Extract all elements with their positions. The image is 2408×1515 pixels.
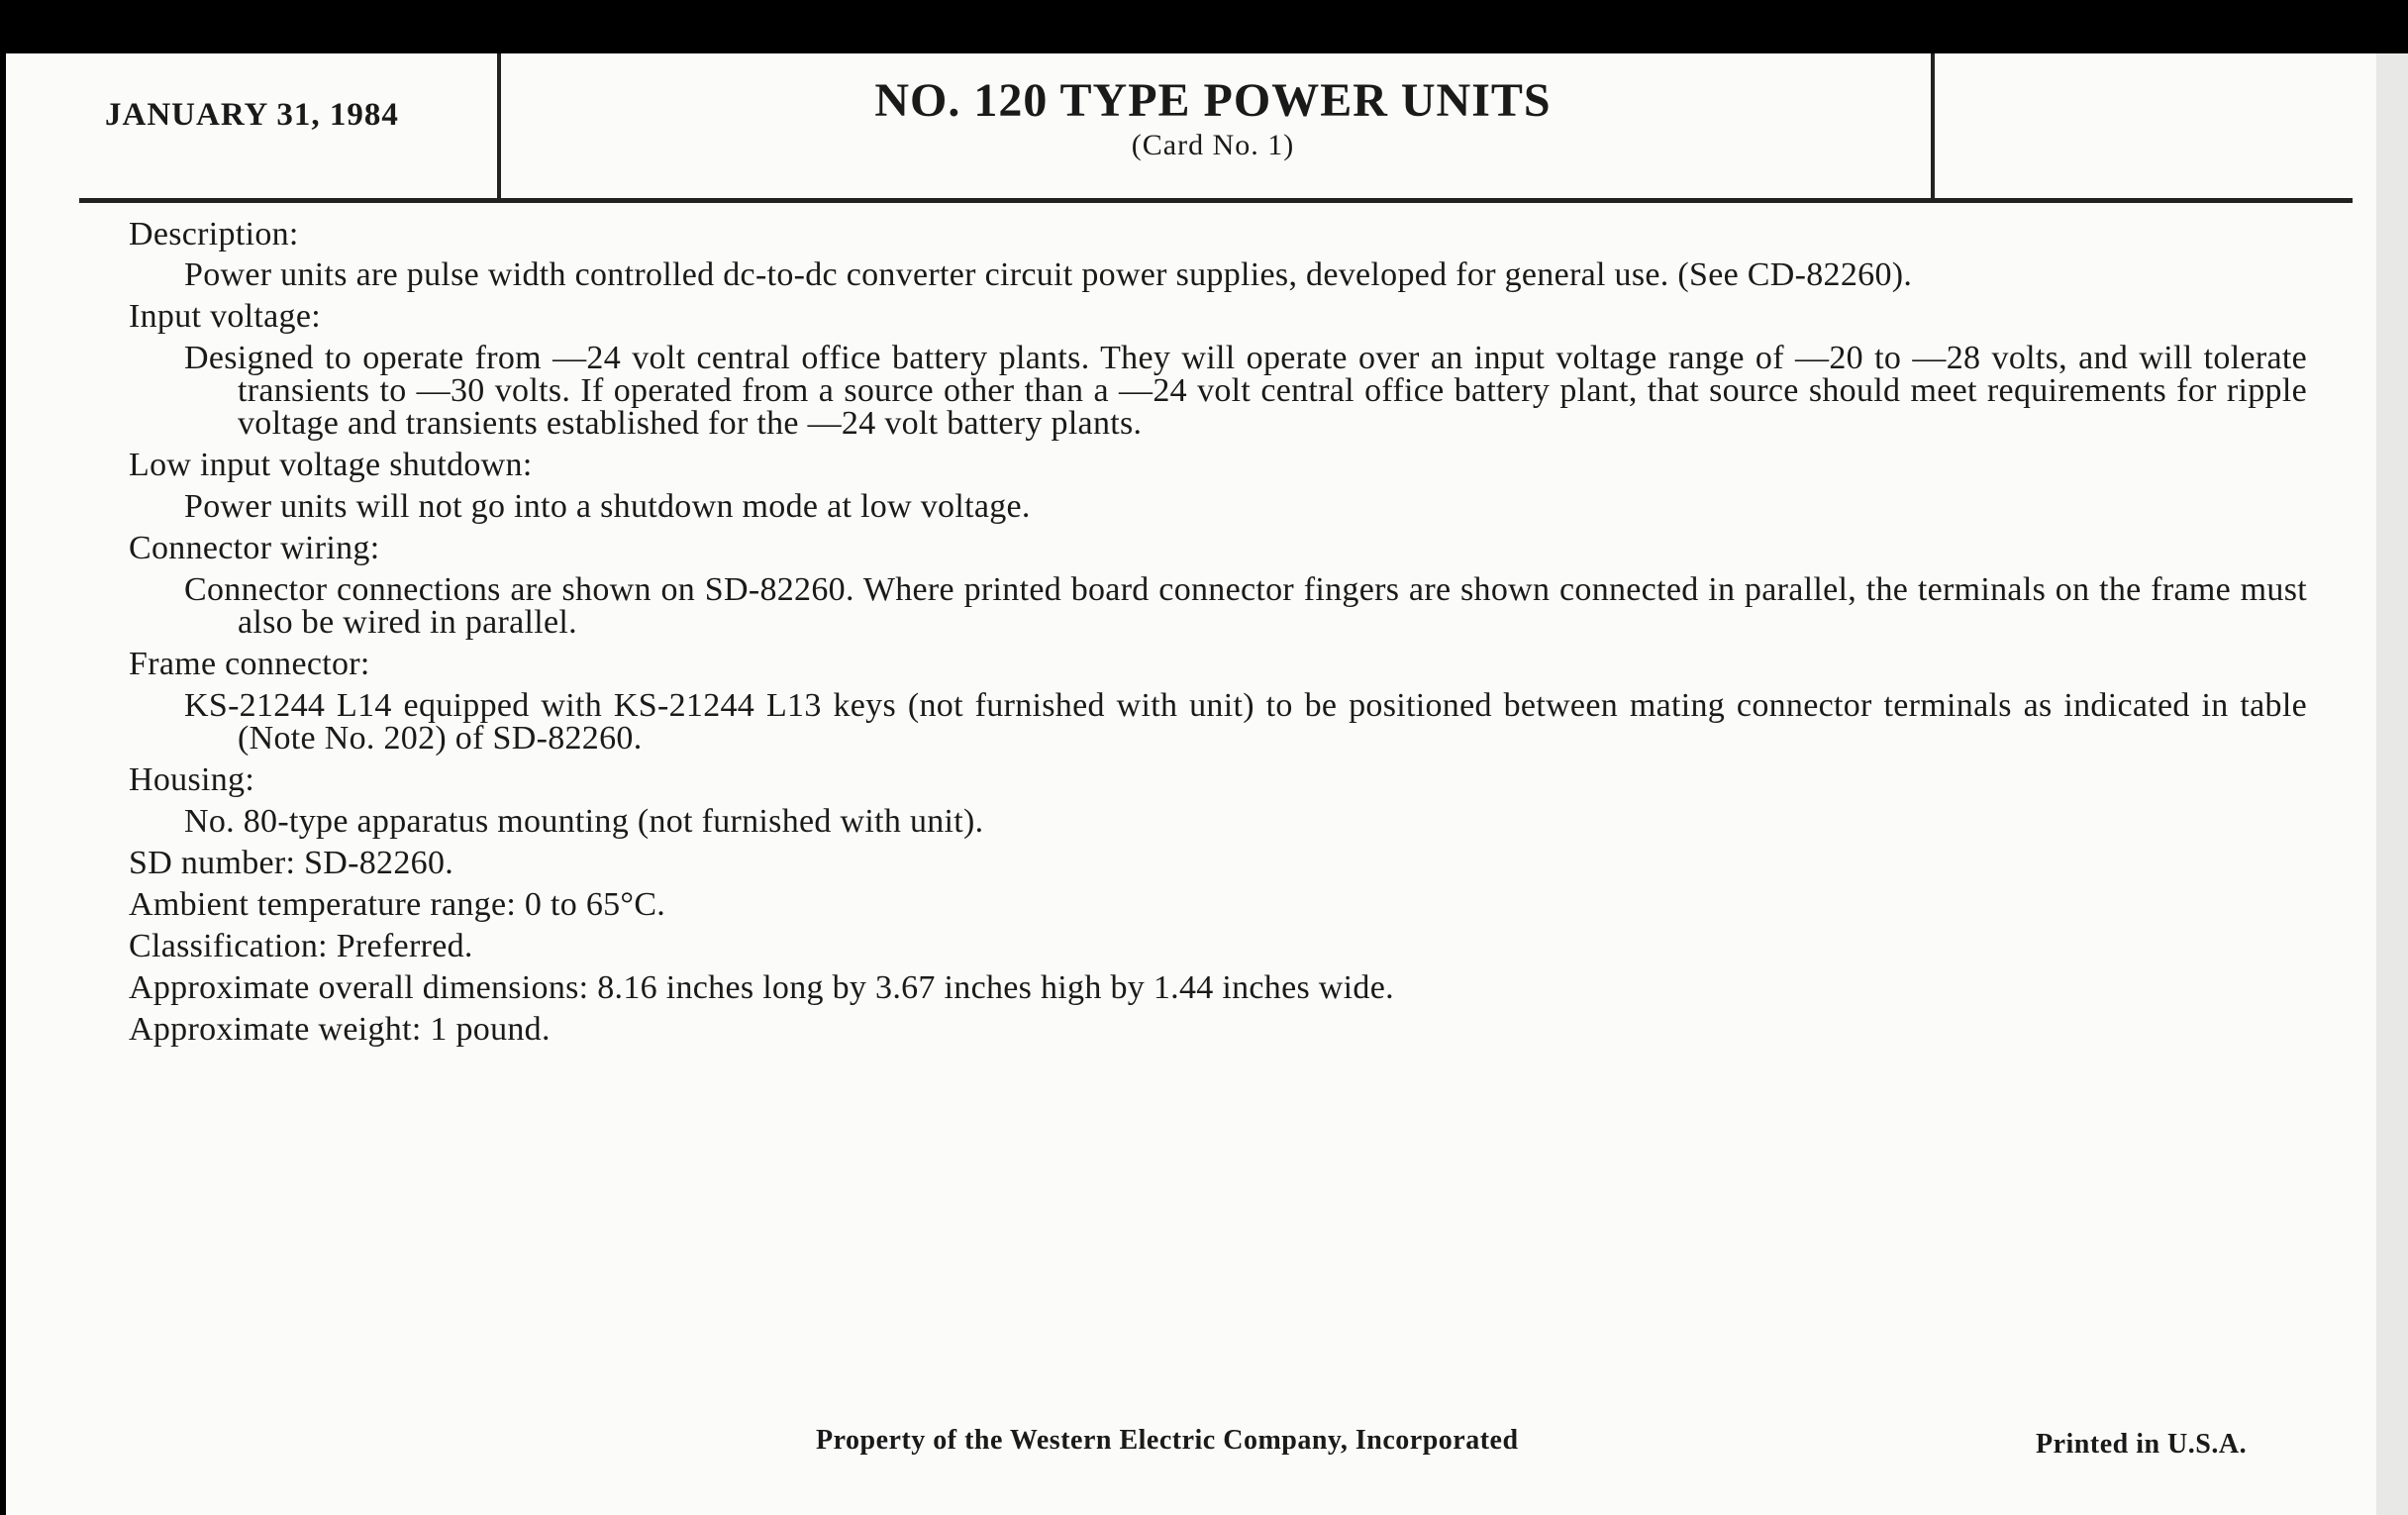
card-content	[129, 218, 2307, 1046]
header-divider-right	[1931, 53, 1935, 198]
card-edge-shadow	[2376, 53, 2408, 1515]
ambient-temperature: Ambient temperature range: 0 to 65°C.	[129, 886, 666, 923]
low-input-text: Power units will not go into a shutdown mode at low voltage.	[184, 488, 1031, 525]
card-header	[79, 53, 2353, 203]
housing-label: Housing:	[129, 761, 255, 798]
frame-connector-text: KS-21244 L14 equipped with KS-21244 L13 keys (not furnished with unit) to be positioned between mating connector terminals as indicated in table (Note No. 202) of SD-82260.	[184, 687, 2307, 757]
description-label: Description:	[129, 216, 299, 252]
property-notice: Property of the Western Electric Company, Incorporated	[816, 1425, 1519, 1456]
low-input-label: Low input voltage shutdown:	[129, 447, 533, 483]
weight: Approximate weight: 1 pound.	[129, 1011, 551, 1048]
connector-wiring-text: Connector connections are shown on SD-82260. Where printed board connector fingers are shown connected in parallel, the terminals on the frame must also be wired in parallel.	[184, 571, 2307, 641]
connector-wiring-label: Connector wiring:	[129, 530, 380, 566]
classification: Classification: Preferred.	[129, 928, 473, 964]
document-card	[6, 53, 2376, 1515]
input-voltage-text: Designed to operate from —24 volt central office battery plants. They will operate over an input voltage range of —20 to —28 volts, and will tolerate transients to —30 volts. If operated from a source other than a —24 volt central office battery plant, that source should meet requirements for ripple voltage and transients established for the —24 volt battery plants.	[184, 340, 2307, 442]
header-title-block	[499, 73, 1927, 162]
card-number: (Card No. 1)	[1131, 129, 1295, 161]
description-text: Power units are pulse width controlled dc-to-dc converter circuit power supplies, developed for general use. (See CD-82260).	[184, 256, 1913, 293]
issue-date: JANUARY 31, 1984	[105, 97, 399, 133]
printed-notice: Printed in U.S.A.	[2036, 1429, 2248, 1460]
input-voltage-label: Input voltage:	[129, 298, 321, 335]
document-title: NO. 120 TYPE POWER UNITS	[874, 74, 1552, 127]
sd-number: SD number: SD-82260.	[129, 845, 454, 881]
dimensions: Approximate overall dimensions: 8.16 inches long by 3.67 inches high by 1.44 inches wide.	[129, 969, 1394, 1006]
frame-connector-label: Frame connector:	[129, 646, 370, 682]
housing-text: No. 80-type apparatus mounting (not furnished with unit).	[184, 803, 984, 840]
